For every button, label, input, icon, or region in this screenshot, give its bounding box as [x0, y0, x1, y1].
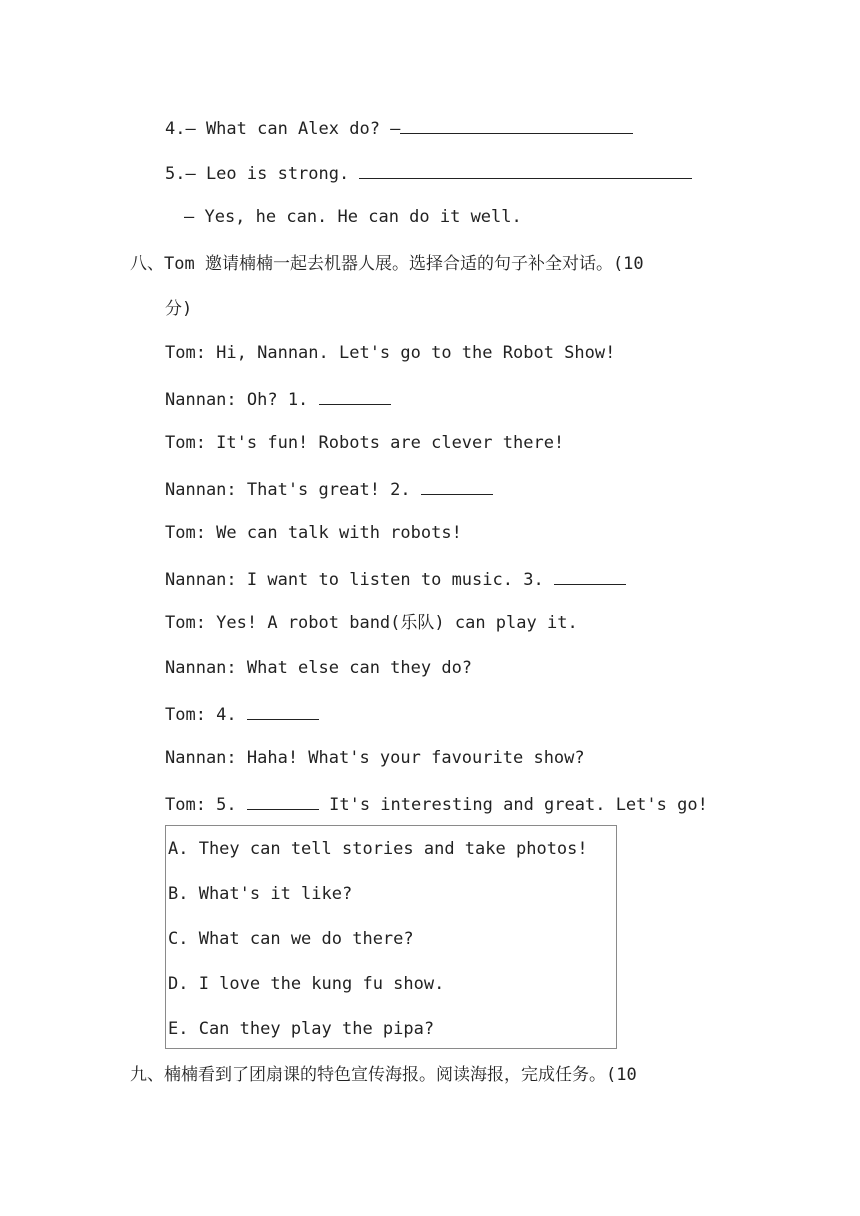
option-b: B. What's it like? — [168, 884, 353, 904]
dialogue-text-suffix: It's interesting and great. Let's go! — [318, 795, 708, 815]
option-d: D. I love the kung fu show. — [168, 974, 445, 994]
section8-heading: 八、Tom 邀请楠楠一起去机器人展。选择合适的句子补全对话。(10 — [130, 254, 644, 274]
answer-blank-3[interactable] — [554, 567, 626, 585]
option-c: C. What can we do there? — [168, 929, 414, 949]
dialogue-text: Nannan: Oh? 1. — [165, 390, 319, 410]
q7-item4-text: 4.— What can Alex do? — — [165, 119, 401, 139]
dialogue-line: Tom: Hi, Nannan. Let's go to the Robot Show! — [165, 343, 616, 363]
dialogue-text: Tom: 5. — [165, 795, 247, 815]
option-a: A. They can tell stories and take photos! — [168, 839, 588, 859]
dialogue-line: Tom: Yes! A robot band(乐队) can play it. — [165, 613, 578, 633]
q7-item5-text: 5.— Leo is strong. — [165, 164, 360, 184]
dialogue-line — [165, 477, 493, 501]
dialogue-line — [165, 702, 319, 726]
section9-heading: 九、楠楠看到了团扇课的特色宣传海报。阅读海报，完成任务。(10 — [130, 1065, 637, 1085]
q7-item4 — [165, 116, 633, 140]
dialogue-text: Nannan: That's great! 2. — [165, 480, 421, 500]
options-box — [165, 825, 617, 1049]
answer-blank[interactable] — [359, 161, 692, 179]
q7-item5-response: — Yes, he can. He can do it well. — [184, 207, 522, 227]
dialogue-line: Tom: It's fun! Robots are clever there! — [165, 433, 565, 453]
answer-blank-4[interactable] — [247, 702, 319, 720]
section8-heading-cont: 分) — [165, 299, 193, 319]
dialogue-line: Tom: We can talk with robots! — [165, 523, 462, 543]
dialogue-text: Tom: 4. — [165, 705, 247, 725]
q7-item5 — [165, 161, 692, 185]
dialogue-line — [165, 792, 708, 816]
answer-blank[interactable] — [400, 116, 633, 134]
dialogue-line — [165, 387, 391, 411]
dialogue-line — [165, 567, 626, 591]
answer-blank-1[interactable] — [319, 387, 391, 405]
dialogue-text: Nannan: I want to listen to music. 3. — [165, 570, 554, 590]
dialogue-line: Nannan: Haha! What's your favourite show? — [165, 748, 585, 768]
option-e: E. Can they play the pipa? — [168, 1019, 435, 1039]
dialogue-line: Nannan: What else can they do? — [165, 658, 473, 678]
answer-blank-5[interactable] — [247, 792, 319, 810]
answer-blank-2[interactable] — [421, 477, 493, 495]
